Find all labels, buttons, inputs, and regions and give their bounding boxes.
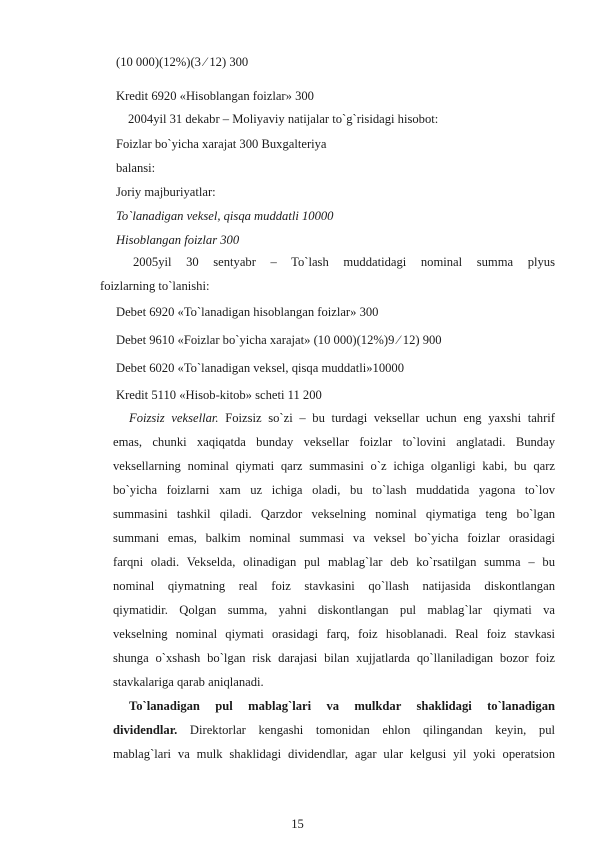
foizlar-xarajat-line: Foizlar bo`yicha xarajat 300 Buxgalteriya (116, 137, 327, 151)
paragraph-1-line-11: shunga o`xshash bo`lgan risk darajasi bilan xujjatlarda qo`llaniladigan bozor foiz (113, 651, 555, 665)
paragraph-1-line-6: summani emas, balkim nominal summasi va veksel bo`yicha foizlar orasidagi (113, 531, 555, 545)
paragraph-2-line-2 (113, 724, 555, 737)
paragraph-1-line-5: summasini tashkil qiladi. Qarzdor vekselning nominal qiymatiga teng bo`lgan (113, 507, 555, 521)
kredit-5110-entry: Kredit 5110 «Hisob-kitob» scheti 11 200 (116, 388, 322, 402)
balansi-label: balansi: (116, 161, 156, 175)
debet-9610-entry: Debet 9610 «Foizlar bo`yicha xarajat» (10 000)(12%)9 ⁄ 12) 900 (116, 333, 442, 347)
foizsiz-veksellar-lead: Foizsiz veksellar. (129, 411, 219, 425)
report-heading: 2004yil 31 dekabr – Moliyaviy natijalar to`g`risidagi hisobot: (128, 112, 439, 126)
september-entry-line-1: 2005yil 30 sentyabr – To`lash muddatidagi nominal summa plyus (133, 255, 555, 269)
paragraph-1-line-10: vekselning nominal qiymati orasidagi farq, foiz hisoblanadi. Real foiz stavkasi (113, 627, 555, 641)
veksel-qisqa-muddatli-line: To`lanadigan veksel, qisqa muddatli 10000 (116, 209, 334, 223)
joriy-majburiyatlar-label: Joriy majburiyatlar: (116, 185, 216, 199)
september-entry-line-2: foizlarning to`lanishi: (100, 279, 210, 293)
paragraph-1-line-2: emas, chunki xaqiqatda bunday veksellar foizlar to`lovini anglatadi. Bunday (113, 435, 555, 449)
dividendlar-lead: dividendlar. (113, 723, 178, 737)
paragraph-2-line-2-text: Direktorlar kengashi tomonidan ehlon qilingandan keyin, pul (177, 723, 555, 737)
paragraph-1-line-4: bo`yicha foizlarni xam uz ichiga oladi, bu to`lash muddatida yagona to`lov (113, 483, 555, 497)
debet-6920-entry: Debet 6920 «To`lanadigan hisoblangan foizlar» 300 (116, 305, 379, 319)
paragraph-1-line-9: qiymatidir. Qolgan summa, yahni diskontlangan pul mablag`lar qiymati va (113, 603, 555, 617)
paragraph-1-line-3: veksellarning nominal qiymati qarz summasini o`z ichiga olganligi kabi, bu qarz (113, 459, 555, 473)
page-number: 15 (291, 817, 304, 831)
debet-6020-entry: Debet 6020 «To`lanadigan veksel, qisqa muddatli»10000 (116, 361, 405, 375)
paragraph-1-line-1-text: Foizsiz so`zi – bu turdagi veksellar uchun eng yaxshi tahrif (218, 411, 555, 425)
formula-interest-calc: (10 000)(12%)(3 ⁄ 12) 300 (116, 55, 249, 69)
paragraph-1-line-12: stavkalariga qarab aniqlanadi. (113, 675, 264, 689)
hisoblangan-foizlar-line: Hisoblangan foizlar 300 (116, 233, 240, 247)
paragraph-1-line-8: nominal qiymatning real foiz stavkasini qo`llash natijasida diskontlangan (113, 579, 555, 593)
paragraph-2-line-3: mablag`lari va mulk shaklidagi dividendlar, agar ular kelgusi yil yoki operatsion (113, 747, 555, 761)
paragraph-2-bold-heading-line: To`lanadigan pul mablag`lari va mulkdar shaklidagi to`lanadigan (129, 699, 555, 713)
paragraph-1-line-7: farqni oladi. Vekselda, olinadigan pul mablag`lar deb ko`rsatilgan summa – bu (113, 555, 555, 569)
kredit-6920-entry: Kredit 6920 «Hisoblangan foizlar» 300 (116, 89, 314, 103)
paragraph-1-line-1 (129, 412, 555, 425)
